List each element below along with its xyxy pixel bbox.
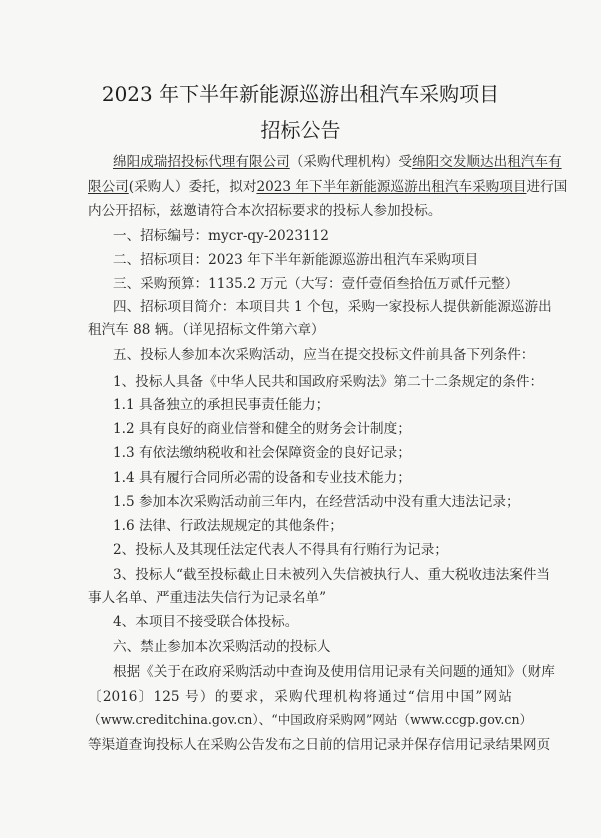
condition-1-3: 1.3 有依法缴纳税收和社会保障资金的良好记录； <box>113 445 411 461</box>
buyer-name-b: 限公司 <box>88 179 129 195</box>
intro-line-2 <box>88 178 568 196</box>
section-6-line-3: （www.creditchina.gov.cn）、“中国政府采购网”网站（www.ccgp.gov.cn） <box>88 712 533 727</box>
document-subtitle: 招标公告 <box>260 118 341 142</box>
agent-name: 绵阳成瑞招投标代理有限公司 <box>113 154 290 170</box>
budget: 三、采购预算：1135.2 万元（大写：壹仟壹佰叁拾伍万贰仟元整） <box>113 276 519 292</box>
condition-4: 4、本项目不接受联合体投标。 <box>113 614 299 630</box>
condition-1-2: 1.2 具有良好的商业信誉和健全的财务会计制度； <box>113 421 411 437</box>
bid-project: 二、招标项目：2023 年下半年新能源巡游出租汽车采购项目 <box>113 252 479 268</box>
condition-3-b: 事人名单、严重违法失信行为记录名单” <box>88 590 327 606</box>
condition-1-1: 1.1 具备独立的承担民事责任能力； <box>113 397 330 413</box>
condition-1-4: 1.4 具有履行合同所必需的设备和专业技术能力； <box>113 470 411 486</box>
condition-1: 1、投标人具备《中华人民共和国政府采购法》第二十二条规定的条件： <box>113 374 544 390</box>
section-6-heading: 六、禁止参加本次采购活动的投标人 <box>113 639 331 655</box>
condition-2: 2、投标人及其现任法定代表人不得具有行贿行为记录； <box>113 542 448 558</box>
project-summary-2: 租汽车 88 辆。（详见招标文件第六章） <box>88 322 325 338</box>
intro-tail: 进行国 <box>526 179 568 195</box>
section-6-line-1: 根据《关于在政府采购活动中查询及使用信用记录有关问题的通知》（财库 <box>113 664 555 680</box>
document-title: 2023 年下半年新能源巡游出租汽车采购项目 <box>101 82 500 106</box>
buyer-name-a: 绵阳交发顺达出租汽车有 <box>412 154 562 170</box>
agent-role: （采购代理机构）受 <box>289 154 413 170</box>
condition-1-5: 1.5 参加本次采购活动前三年内，在经营活动中没有重大违法记录； <box>113 494 520 510</box>
bid-number: 一、招标编号：mycr-qy-2023112 <box>113 228 329 244</box>
project-name: 2023 年下半年新能源巡游出租汽车采购项目 <box>256 179 527 195</box>
condition-1-6: 1.6 法律、行政法规规定的其他条件； <box>113 518 343 534</box>
section-6-line-2: 〔2016〕125 号）的要求，采购代理机构将通过“信用中国”网站 <box>88 689 512 705</box>
section-5-heading: 五、投标人参加本次采购活动，应当在提交投标文件前具备下列条件： <box>113 347 535 363</box>
condition-3-a: 3、投标人“截至投标截止日未被列入失信被执行人、重大税收违法案件当 <box>113 567 551 583</box>
buyer-role: (采购人）委托，拟对 <box>128 179 257 195</box>
section-6-line-4: 等渠道查询投标人在采购公告发布之日前的信用记录并保存信用记录结果网页 <box>88 737 551 753</box>
project-summary-1: 四、招标项目简介：本项目共 1 个包，采购一家投标人提供新能源巡游出 <box>113 299 552 315</box>
intro-line-1 <box>113 153 562 171</box>
intro-line-3: 内公开招标，兹邀请符合本次招标要求的投标人参加投标。 <box>88 203 442 219</box>
